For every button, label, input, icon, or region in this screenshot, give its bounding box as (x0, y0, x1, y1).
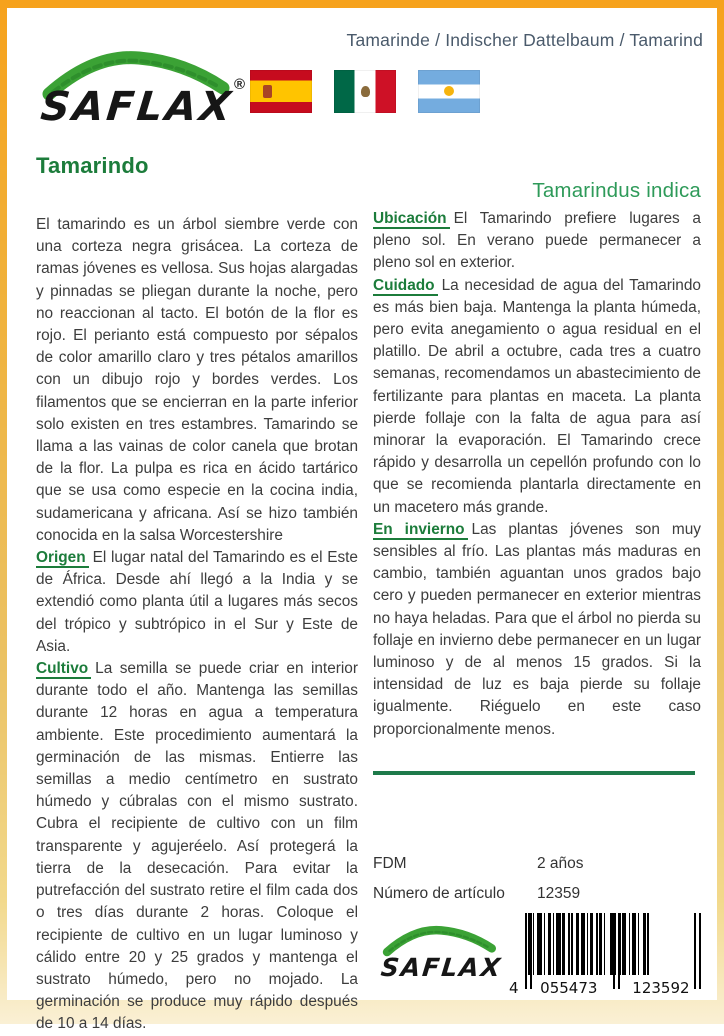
section-cuidado-label: Cuidado (373, 277, 438, 296)
section-origen (36, 547, 358, 658)
barcode-digits-left: 055473 (540, 979, 598, 998)
argentina-sun-icon (444, 86, 454, 96)
right-column (373, 178, 701, 1003)
section-cuidado (373, 275, 701, 519)
barcode-guard (694, 913, 696, 989)
green-divider (373, 771, 695, 775)
barcode-digit-lead: 4 (509, 979, 519, 998)
section-cultivo-label: Cultivo (36, 660, 91, 679)
info-row-fdm (373, 853, 701, 875)
section-invierno-text: Las plantas jóvenes son muy sensibles al frío. Las plantas más maduras en cambio, también aguantan unos grados bajo cero y pueden permanecer en exterior mientras no haya heladas. Para que el árbol no pierda su follaje en invierno debe permanecer en un lugar luminoso y de al menos 15 grados. Si la intensidad de luz es baja pierde su follaje igualmente. Riéguelo en este caso proporcionalmente menos. (373, 520, 701, 738)
section-ubicacion-label: Ubicación (373, 210, 450, 229)
packet-page (7, 8, 717, 1033)
section-origen-text: El lugar natal del Tamarindo es el Este de África. Desde ahí llegó a la India y se extendió como planta útil a lugares más secos del trópico y subtrópico in el Sur y Este de Asia. (36, 549, 358, 655)
page-title: Tamarindo (36, 153, 149, 178)
barcode-guard (613, 913, 615, 989)
footer-row (373, 913, 701, 1003)
section-cultivo-text: La semilla se puede criar en interior durante todo el año. Mantenga las semillas durante 12 horas en agua a temperatura ambiente. Este procedimiento aumentará la germinación de las mismas. Entierre las semillas a medio centímetro en sustrato húmedo y cúbralas con el mismo sustrato. Cubra el recipiente de cultivo con un film transparente y agujeréelo. Así protegerá la tierra de la desecación. Para evitar la putrefacción del sustrato retire el film cada dos o tres días durante 2 horas. Coloque el recipiente de cultivo en un lugar luminoso y cálido entre 20 y 25 grados y mantenga el sustrato húmedo, pero no mojado. La germinación se produce muy rápido después de 10 a 14 días. (36, 660, 358, 1033)
section-cultivo (36, 658, 358, 1035)
barcode-guard (699, 913, 701, 989)
mexico-flag-icon (334, 70, 396, 113)
brand-wordmark: SAFLAX (38, 84, 236, 130)
saflax-logo (38, 48, 245, 130)
info-row-article (373, 883, 701, 905)
spain-crest-icon (263, 85, 272, 98)
section-ubicacion-text: El Tamarindo prefiere lugares a pleno sol. En verano puede permanecer a pleno sol en exterior. (373, 210, 701, 272)
ean-barcode (509, 913, 707, 999)
info-table (373, 853, 701, 905)
info-value-fdm: 2 años (537, 854, 584, 872)
section-origen-label: Origen (36, 549, 89, 568)
argentina-flag-icon (418, 70, 480, 113)
section-invierno-label: En invierno (373, 521, 468, 540)
left-column (36, 154, 358, 1036)
barcode-guard (530, 913, 532, 989)
mexico-eagle-icon (361, 86, 370, 97)
brand-wordmark-small: SAFLAX (379, 953, 504, 983)
info-value-article: 12359 (537, 885, 581, 903)
spain-flag-icon (250, 70, 312, 113)
section-cuidado-text: La necesidad de agua del Tamarindo es más bien baja. Mantenga la planta húmeda, pero evita anegamiento o agua residual en el platillo. De abril a octubre, cada tres a cuatro semanas, recomendamos un abastecimiento de fertilizante para plantas en maceta. La planta pierde follaje con la falta de agua para así minorar la evaporación. El Tamarindo crece rápido y desarrolla un cepellón profundo con lo que se recomienda plantarla directamente en un macetero más grande. (373, 276, 701, 516)
language-flags (250, 70, 480, 113)
saflax-logo-small (379, 923, 504, 1003)
info-label-article: Número de artículo (373, 885, 505, 903)
section-ubicacion (373, 208, 701, 275)
latin-name: Tamarindus indica (532, 179, 701, 202)
section-invierno (373, 519, 701, 741)
registered-mark: ® (233, 76, 245, 93)
info-label-fdm: FDM (373, 854, 407, 872)
barcode-guard (618, 913, 620, 989)
barcode-digits-right: 123592 (632, 979, 690, 998)
product-names-line: Tamarinde / Indischer Dattelbaum / Tamarind (346, 30, 703, 50)
barcode-guard (525, 913, 527, 989)
intro-paragraph: El tamarindo es un árbol siembre verde con una corteza negra grisácea. La corteza de ramas jóvenes es vellosa. Sus hojas alargadas y pinnadas se pliegan durante la noche, pero no reaccionan al tacto. El botón de la flor es rojo. El perianto está compuesto por sépalos de color amarillo claro y tres pétalos amarillos con un dibujo rojo y bordes verdes. Los filamentos que se encierran en la parte inferior solo existen en tres estambres. Tamarindo se llama a las vainas de color canela que brotan de la flor. La pulpa es rica en ácido tartárico que se usa como especie en la cocina india, sudamericana y africana. Así se hizo también conocida en la salsa Worcestershire (36, 216, 358, 544)
